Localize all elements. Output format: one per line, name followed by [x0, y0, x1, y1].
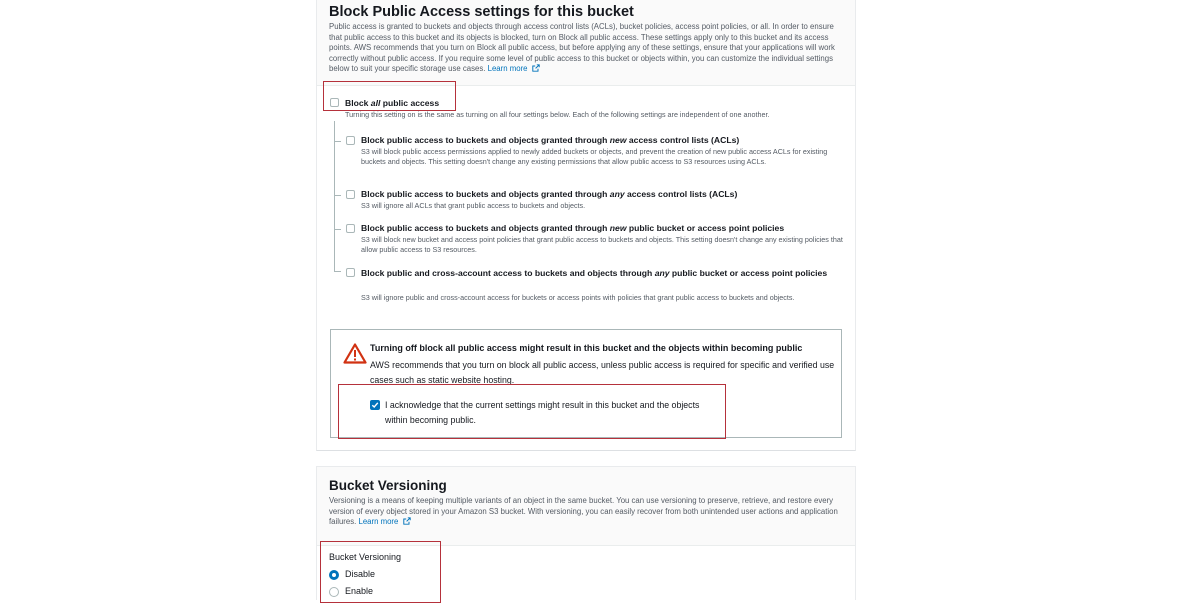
- learn-more-link[interactable]: Learn more: [358, 517, 399, 527]
- option-title-pre: Block public access to buckets and objects granted through: [361, 135, 610, 145]
- option-new-policy-title[interactable]: [361, 223, 784, 233]
- bucket-versioning-title: Bucket Versioning: [329, 478, 447, 493]
- versioning-disable-label[interactable]: Disable: [345, 569, 376, 579]
- versioning-enable-label[interactable]: Enable: [345, 586, 374, 596]
- option-title-em: new: [609, 223, 627, 233]
- highlight-acknowledge: [338, 384, 726, 439]
- option-title-em: new: [609, 135, 627, 145]
- block-all-description: Turning this setting on is the same as turning on all four settings below. Each of the following settings are independent of one another.: [345, 110, 770, 119]
- block-all-label-em: all: [370, 98, 381, 108]
- option-title-post: public bucket or access point policies: [669, 268, 828, 278]
- option-title-pre: Block public access to buckets and objects granted through: [361, 223, 610, 233]
- option-any-acl-checkbox[interactable]: [346, 190, 355, 199]
- option-title-post: access control lists (ACLs): [626, 135, 740, 145]
- block-public-access-title: Block Public Access settings for this bucket: [329, 4, 634, 20]
- option-title-em: any: [609, 189, 625, 199]
- tree-branch: [334, 195, 341, 196]
- block-all-label-post: public access: [380, 98, 440, 108]
- block-public-access-description: [329, 22, 844, 75]
- option-title-pre: Block public access to buckets and objects granted through: [361, 189, 610, 199]
- acknowledge-label[interactable]: I acknowledge that the current settings might result in this bucket and the objects within becoming public.: [385, 400, 700, 425]
- tree-branch: [334, 271, 341, 272]
- option-new-acl-description: S3 will block public access permissions applied to newly added buckets or objects, and prevent the creation of new public access ACLs for existing buckets and objects. This setting doesn't change any existing permissions that allow public access to S3 resources using ACLs.: [361, 147, 828, 167]
- tree-connector: [334, 121, 335, 271]
- option-new-acl-checkbox[interactable]: [346, 136, 355, 145]
- option-any-acl-title[interactable]: [361, 189, 737, 199]
- external-link-icon: [403, 517, 411, 525]
- warning-icon: [343, 343, 367, 364]
- bucket-versioning-description: [329, 496, 844, 528]
- description-text: Public access is granted to buckets and objects through access control lists (ACLs), bucket policies, access point policies, or all. In order to ensure that public access to this bucket and its objects is blocked, turn on Block all public access. These settings apply only to this bucket and its access points. AWS recommends that you turn on Block all public access, but before applying any of these settings, ensure that your applications will work correctly without public access. If you require some level of public access to this bucket or objects within, you can customize the individual settings below to suit your specific storage use cases.: [329, 22, 835, 74]
- warning-text: AWS recommends that you turn on block all public access, unless public access is required for specific and verified use cases such as static website hosting.: [370, 360, 835, 385]
- option-title-post: public bucket or access point policies: [626, 223, 785, 233]
- versioning-field-label: Bucket Versioning: [329, 552, 402, 562]
- option-title-pre: Block public and cross-account access to buckets and objects through: [361, 268, 655, 278]
- option-any-policy-title[interactable]: [361, 267, 831, 281]
- option-new-policy-checkbox[interactable]: [346, 224, 355, 233]
- external-link-icon: [532, 64, 540, 72]
- warning-title: Turning off block all public access might result in this bucket and the objects within becoming public: [370, 343, 803, 353]
- option-title-em: any: [654, 268, 670, 278]
- tree-branch: [334, 229, 341, 230]
- option-new-policy-description: S3 will block new bucket and access point policies that grant public access to buckets and objects. This setting doesn't change any existing policies that allow public access to S3 resources.: [361, 235, 843, 255]
- block-all-label-pre: Block: [345, 98, 371, 108]
- option-any-policy-description: S3 will ignore public and cross-account access for buckets or access points with policies that grant public access to buckets and objects.: [361, 293, 795, 302]
- description-text: Versioning is a means of keeping multiple variants of an object in the same bucket. You can use versioning to preserve, retrieve, and restore every version of every object stored in your Amazon S3 bucket. With versioning, you can easily recover from both unintended user actions and application failures.: [329, 496, 838, 527]
- tree-branch: [334, 141, 341, 142]
- option-title-post: access control lists (ACLs): [624, 189, 738, 199]
- highlight-block-all: [323, 81, 456, 111]
- highlight-versioning: [320, 541, 441, 603]
- option-any-policy-checkbox[interactable]: [346, 268, 355, 277]
- option-any-acl-description: S3 will ignore all ACLs that grant public access to buckets and objects.: [361, 201, 586, 210]
- learn-more-link[interactable]: Learn more: [487, 64, 528, 74]
- option-new-acl-title[interactable]: [361, 135, 739, 145]
